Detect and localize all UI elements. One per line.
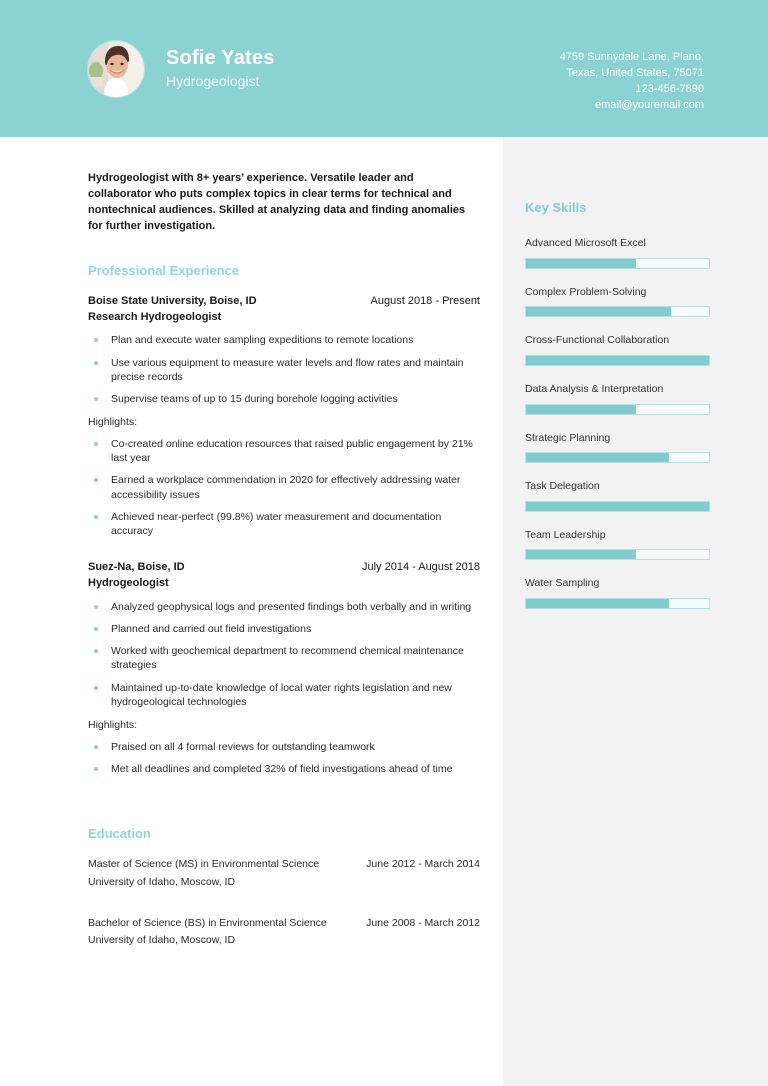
page-title: Sofie Yates: [166, 46, 275, 69]
experience-highlight-list: [88, 437, 480, 538]
skill-level-bar: [525, 306, 710, 317]
skill-level-bar: [525, 404, 710, 415]
education-degree: Bachelor of Science (BS) in Environmental Science: [88, 916, 327, 929]
skills-list: [525, 237, 708, 609]
skill-item: [525, 383, 708, 415]
profile-photo-icon: [88, 41, 144, 97]
skill-name: Team Leadership: [525, 528, 606, 541]
highlights-label: Highlights:: [88, 416, 138, 429]
contact-info: [560, 50, 704, 114]
avatar: [88, 41, 144, 97]
skill-item: [525, 237, 708, 269]
skill-name: Complex Problem-Solving: [525, 285, 647, 298]
entry-spacer: [88, 546, 480, 560]
experience-entry: [88, 560, 480, 798]
skill-level-fill: [526, 356, 709, 365]
experience-entry: [88, 294, 480, 560]
skill-level-bar: [525, 452, 710, 463]
list-item: Maintained up-to-date knowledge of local water rights legislation and new hydrogeological technologies: [88, 681, 480, 709]
skill-level-bar: [525, 549, 710, 560]
skill-level-bar: [525, 501, 710, 512]
experience-organization: Suez-Na, Boise, ID: [88, 561, 185, 574]
education-degree: Master of Science (MS) in Environmental Science: [88, 858, 320, 871]
education-entry-header: [88, 916, 480, 931]
sidebar: [503, 137, 768, 1086]
experience-date-range: July 2014 - August 2018: [361, 561, 480, 574]
education-date-range: June 2008 - March 2012: [366, 916, 480, 929]
list-item: Supervise teams of up to 15 during borehole logging activities: [88, 392, 480, 406]
contact-email[interactable]: email@youremail.com: [595, 98, 704, 111]
experience-role: Hydrogeologist: [88, 577, 169, 589]
skill-item: [525, 286, 708, 318]
highlights-label: Highlights:: [88, 718, 138, 731]
education-school: University of Idaho, Moscow, ID: [88, 934, 236, 947]
header-job-title: Hydrogeologist: [166, 72, 260, 89]
skill-level-fill: [526, 405, 636, 414]
education-entry-header: [88, 857, 480, 872]
experience-entry-header: [88, 560, 480, 575]
experience-heading: Professional Experience: [88, 262, 240, 278]
list-item: Analyzed geophysical logs and presented findings both verbally and in writing: [88, 600, 480, 614]
skill-level-fill: [526, 502, 709, 511]
education-school: University of Idaho, Moscow, ID: [88, 875, 236, 888]
skill-level-fill: [526, 599, 669, 608]
education-list: [88, 857, 481, 948]
experience-bullet-list: [88, 333, 480, 406]
key-skills-heading: Key Skills: [525, 200, 587, 215]
main-column: [0, 137, 503, 974]
skill-name: Cross-Functional Collaboration: [525, 334, 670, 347]
skill-name: Data Analysis & Interpretation: [525, 382, 664, 395]
education-heading: Education: [88, 826, 151, 842]
education-entry: [88, 857, 480, 889]
skill-name: Water Sampling: [525, 577, 600, 590]
experience-bullet-list: [88, 600, 480, 709]
list-item: Plan and execute water sampling expeditions to remote locations: [88, 333, 480, 347]
name-block: [166, 46, 275, 92]
entry-spacer: [88, 784, 480, 798]
list-item: Achieved near-perfect (99.8%) water measurement and documentation accuracy: [88, 510, 480, 538]
skill-name: Strategic Planning: [525, 431, 611, 444]
skill-item: [525, 577, 708, 609]
list-item: Worked with geochemical department to recommend chemical maintenance strategies: [88, 644, 480, 672]
contact-address-line2: Texas, United States, 75071: [566, 66, 704, 79]
skill-level-bar: [525, 598, 710, 609]
skill-item: [525, 529, 708, 561]
experience-list: [88, 294, 481, 798]
experience-entry-header: [88, 294, 480, 309]
skill-item: [525, 334, 708, 366]
summary-paragraph: Hydrogeologist with 8+ years’ experience. Versatile leader and collaborator who puts complex topics in clear terms for technical and nontechnical audiences. Skilled at analyzing data and finding anomalies for further investigation.: [88, 172, 466, 232]
education-date-range: June 2012 - March 2014: [366, 858, 480, 871]
list-item: Earned a workplace commendation in 2020 for effectively addressing water accessibility issues: [88, 473, 480, 501]
skill-level-bar: [525, 355, 710, 366]
list-item: Co-created online education resources that raised public engagement by 21% last year: [88, 437, 480, 465]
skill-level-fill: [526, 259, 636, 268]
contact-phone[interactable]: 123-456-7890: [635, 82, 704, 95]
contact-address-line1: 4759 Sunnydale Lane, Plano,: [559, 51, 704, 63]
experience-highlight-list: [88, 740, 480, 776]
skill-level-bar: [525, 258, 710, 269]
list-item: Planned and carried out field investigations: [88, 622, 480, 636]
list-item: Met all deadlines and completed 32% of field investigations ahead of time: [88, 762, 480, 776]
list-item: Praised on all 4 formal reviews for outstanding teamwork: [88, 740, 480, 754]
skill-name: Advanced Microsoft Excel: [525, 237, 646, 249]
skill-level-fill: [526, 307, 671, 316]
experience-date-range: August 2018 - Present: [370, 294, 480, 307]
resume-header: [0, 0, 768, 137]
skill-name: Task Delegation: [525, 480, 600, 493]
experience-role: Research Hydrogeologist: [88, 310, 222, 323]
skill-item: [525, 480, 708, 512]
education-entry: [88, 916, 480, 948]
list-item: Use various equipment to measure water levels and flow rates and maintain precise records: [88, 356, 480, 384]
skill-item: [525, 432, 708, 464]
skill-level-fill: [526, 453, 669, 462]
skill-level-fill: [526, 550, 636, 559]
experience-organization: Boise State University, Boise, ID: [88, 294, 257, 307]
